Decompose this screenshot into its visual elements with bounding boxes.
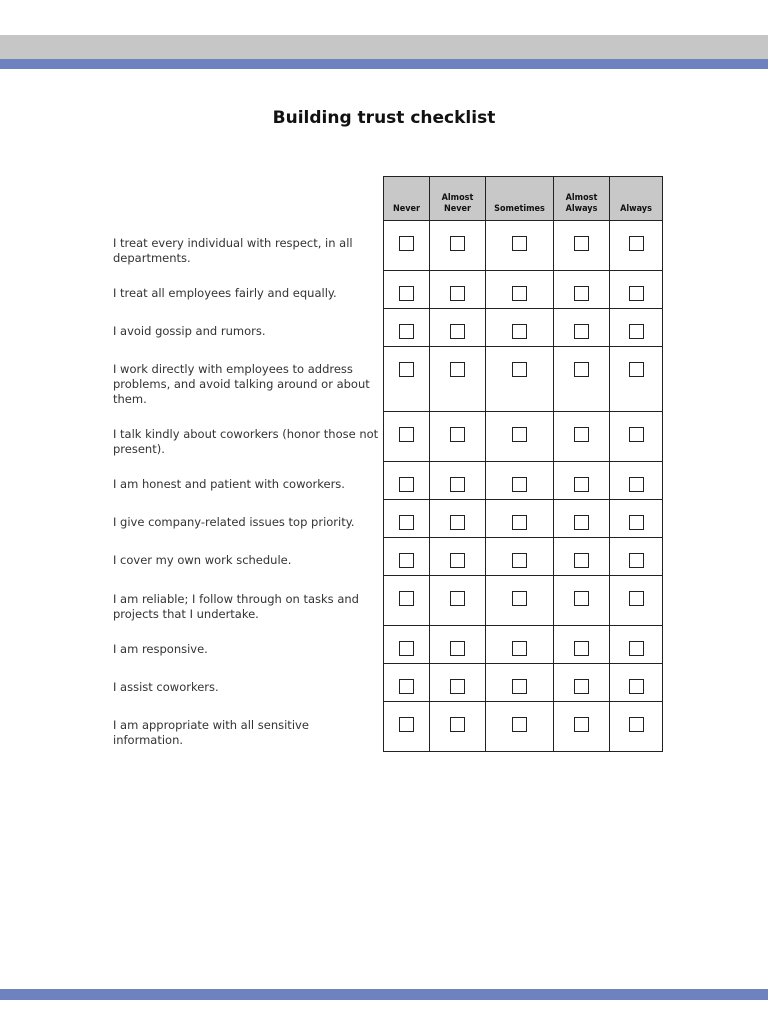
- checkbox-almost-always[interactable]: [574, 679, 589, 694]
- rating-cell: [384, 462, 430, 500]
- rating-cell: [430, 271, 486, 309]
- rating-cell: [430, 576, 486, 626]
- checkbox-never[interactable]: [399, 477, 414, 492]
- rating-cell: [554, 309, 610, 347]
- rating-row: [384, 271, 663, 309]
- statement: I give company-related issues top priority.: [113, 515, 355, 529]
- checkbox-almost-never[interactable]: [450, 477, 465, 492]
- rating-cell: [384, 347, 430, 412]
- checkbox-never[interactable]: [399, 679, 414, 694]
- checkbox-sometimes[interactable]: [512, 236, 527, 251]
- checkbox-sometimes[interactable]: [512, 553, 527, 568]
- checkbox-almost-never[interactable]: [450, 515, 465, 530]
- checkbox-never[interactable]: [399, 553, 414, 568]
- checkbox-always[interactable]: [629, 362, 644, 377]
- statement: I am appropriate with all sensitive information.: [113, 718, 309, 747]
- checkbox-sometimes[interactable]: [512, 362, 527, 377]
- rating-row: [384, 664, 663, 702]
- statement: I talk kindly about coworkers (honor those not present).: [113, 427, 379, 456]
- checkbox-almost-always[interactable]: [574, 553, 589, 568]
- checkbox-never[interactable]: [399, 362, 414, 377]
- rating-row: [384, 538, 663, 576]
- rating-cell: [430, 538, 486, 576]
- checkbox-always[interactable]: [629, 477, 644, 492]
- top-gray-band: [0, 35, 768, 59]
- checkbox-always[interactable]: [629, 679, 644, 694]
- checkbox-always[interactable]: [629, 286, 644, 301]
- checkbox-almost-never[interactable]: [450, 591, 465, 606]
- checkbox-sometimes[interactable]: [512, 591, 527, 606]
- checkbox-almost-never[interactable]: [450, 236, 465, 251]
- rating-cell: [430, 500, 486, 538]
- rating-cell: [554, 347, 610, 412]
- checkbox-always[interactable]: [629, 324, 644, 339]
- rating-row: [384, 576, 663, 626]
- rating-cell: [486, 221, 554, 271]
- rating-cell: [610, 462, 663, 500]
- checkbox-always[interactable]: [629, 641, 644, 656]
- checkbox-always[interactable]: [629, 717, 644, 732]
- rating-cell: [430, 626, 486, 664]
- bottom-blue-band: [0, 989, 768, 1000]
- statement: I cover my own work schedule.: [113, 553, 292, 567]
- checkbox-always[interactable]: [629, 236, 644, 251]
- rating-cell: [384, 221, 430, 271]
- rating-cell: [430, 347, 486, 412]
- checkbox-always[interactable]: [629, 553, 644, 568]
- checkbox-almost-always[interactable]: [574, 324, 589, 339]
- checkbox-almost-never[interactable]: [450, 427, 465, 442]
- rating-cell: [554, 500, 610, 538]
- checkbox-almost-always[interactable]: [574, 717, 589, 732]
- statement: I am honest and patient with coworkers.: [113, 477, 345, 491]
- page-title: Building trust checklist: [272, 108, 496, 128]
- rating-cell: [610, 702, 663, 752]
- rating-cell: [610, 626, 663, 664]
- checkbox-almost-never[interactable]: [450, 286, 465, 301]
- rating-cell: [430, 462, 486, 500]
- rating-cell: [430, 702, 486, 752]
- checkbox-sometimes[interactable]: [512, 679, 527, 694]
- checkbox-never[interactable]: [399, 515, 414, 530]
- checkbox-never[interactable]: [399, 591, 414, 606]
- checkbox-almost-never[interactable]: [450, 553, 465, 568]
- statement: I am reliable; I follow through on tasks and projects that I undertake.: [113, 592, 359, 621]
- rating-cell: [486, 500, 554, 538]
- checkbox-almost-always[interactable]: [574, 236, 589, 251]
- checkbox-never[interactable]: [399, 324, 414, 339]
- rating-cell: [430, 221, 486, 271]
- checkbox-almost-never[interactable]: [450, 679, 465, 694]
- rating-cell: [384, 271, 430, 309]
- rating-row: [384, 309, 663, 347]
- rating-cell: [430, 664, 486, 702]
- checkbox-almost-always[interactable]: [574, 591, 589, 606]
- rating-cell: [610, 347, 663, 412]
- checkbox-sometimes[interactable]: [512, 477, 527, 492]
- checkbox-almost-never[interactable]: [450, 324, 465, 339]
- rating-cell: [384, 576, 430, 626]
- rating-cell: [610, 271, 663, 309]
- rating-grid: [383, 176, 663, 752]
- rating-row: [384, 412, 663, 462]
- rating-cell: [486, 626, 554, 664]
- rating-cell: [554, 462, 610, 500]
- rating-cell: [610, 309, 663, 347]
- checkbox-almost-never[interactable]: [450, 717, 465, 732]
- checkbox-sometimes[interactable]: [512, 427, 527, 442]
- checkbox-never[interactable]: [399, 427, 414, 442]
- checkbox-almost-never[interactable]: [450, 362, 465, 377]
- checkbox-almost-never[interactable]: [450, 641, 465, 656]
- rating-row: [384, 500, 663, 538]
- checkbox-never[interactable]: [399, 236, 414, 251]
- rating-cell: [486, 271, 554, 309]
- checkbox-sometimes[interactable]: [512, 641, 527, 656]
- rating-cell: [554, 221, 610, 271]
- checkbox-always[interactable]: [629, 427, 644, 442]
- statement: I treat all employees fairly and equally.: [113, 286, 337, 300]
- rating-cell: [486, 347, 554, 412]
- checkbox-sometimes[interactable]: [512, 515, 527, 530]
- column-header-never: Never: [384, 177, 430, 221]
- rating-row: [384, 462, 663, 500]
- checkbox-sometimes[interactable]: [512, 717, 527, 732]
- rating-cell: [486, 309, 554, 347]
- checkbox-never[interactable]: [399, 641, 414, 656]
- rating-row: [384, 702, 663, 752]
- rating-cell: [384, 538, 430, 576]
- statement: I work directly with employees to address problems, and avoid talking around or about them.: [113, 362, 370, 406]
- rating-cell: [610, 500, 663, 538]
- checkbox-sometimes[interactable]: [512, 324, 527, 339]
- checkbox-almost-always[interactable]: [574, 362, 589, 377]
- rating-cell: [554, 626, 610, 664]
- column-header-always: Always: [610, 177, 663, 221]
- checkbox-almost-always[interactable]: [574, 477, 589, 492]
- rating-cell: [430, 309, 486, 347]
- statement: I avoid gossip and rumors.: [113, 324, 266, 338]
- rating-cell: [554, 664, 610, 702]
- rating-cell: [610, 221, 663, 271]
- checkbox-sometimes[interactable]: [512, 286, 527, 301]
- rating-cell: [486, 412, 554, 462]
- rating-cell: [486, 702, 554, 752]
- rating-row: [384, 221, 663, 271]
- rating-cell: [610, 538, 663, 576]
- statement: I assist coworkers.: [113, 680, 219, 694]
- rating-cell: [486, 576, 554, 626]
- rating-cell: [486, 462, 554, 500]
- rating-cell: [384, 702, 430, 752]
- statement: I treat every individual with respect, in all departments.: [113, 236, 353, 265]
- checkbox-almost-always[interactable]: [574, 427, 589, 442]
- column-header-almost-never: Almost Never: [430, 177, 486, 221]
- rating-cell: [486, 664, 554, 702]
- rating-cell: [554, 412, 610, 462]
- rating-cell: [384, 412, 430, 462]
- checkbox-almost-always[interactable]: [574, 286, 589, 301]
- rating-cell: [610, 576, 663, 626]
- checkbox-almost-always[interactable]: [574, 641, 589, 656]
- checkbox-always[interactable]: [629, 591, 644, 606]
- rating-cell: [384, 664, 430, 702]
- rating-cell: [430, 412, 486, 462]
- checkbox-always[interactable]: [629, 515, 644, 530]
- column-header-sometimes: Sometimes: [486, 177, 554, 221]
- checkbox-almost-always[interactable]: [574, 515, 589, 530]
- rating-row: [384, 626, 663, 664]
- rating-cell: [384, 626, 430, 664]
- checkbox-never[interactable]: [399, 717, 414, 732]
- rating-cell: [554, 576, 610, 626]
- rating-cell: [554, 702, 610, 752]
- rating-row: [384, 347, 663, 412]
- rating-cell: [610, 664, 663, 702]
- rating-cell: [486, 538, 554, 576]
- top-blue-band: [0, 59, 768, 69]
- rating-cell: [384, 500, 430, 538]
- statement: I am responsive.: [113, 642, 208, 656]
- checkbox-never[interactable]: [399, 286, 414, 301]
- rating-header-row: [384, 177, 663, 221]
- column-header-almost-always: Almost Always: [554, 177, 610, 221]
- rating-cell: [384, 309, 430, 347]
- rating-cell: [610, 412, 663, 462]
- rating-cell: [554, 271, 610, 309]
- rating-cell: [554, 538, 610, 576]
